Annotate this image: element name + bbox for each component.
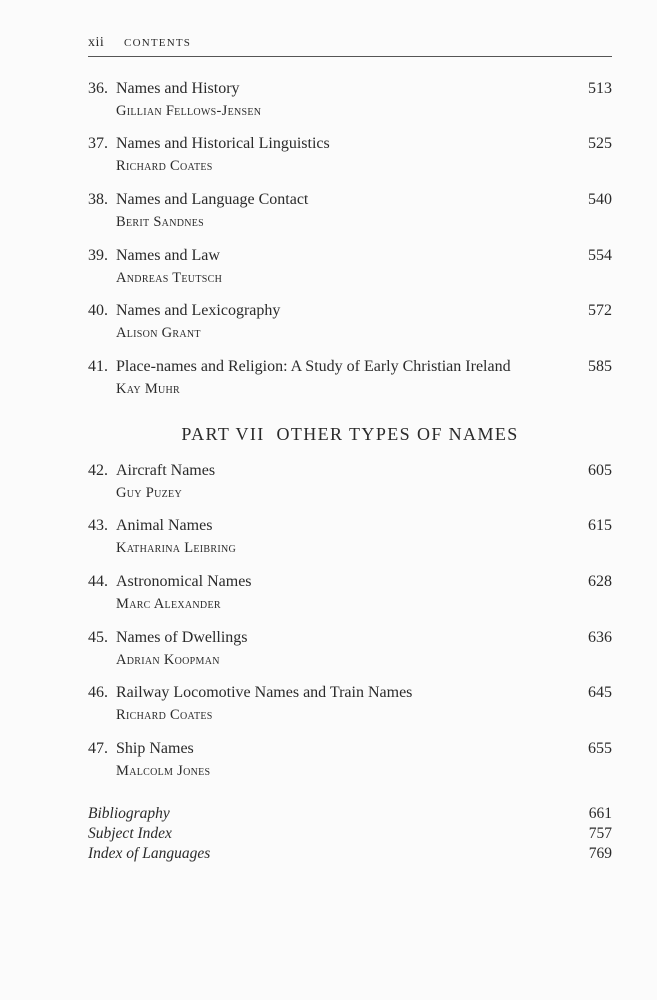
page-number: 645 (588, 684, 612, 701)
chapter-title: Animal Names (116, 517, 213, 534)
toc-entry-36[interactable] (88, 78, 612, 122)
toc-entry-38[interactable] (88, 189, 612, 233)
part-heading: PART VII OTHER TYPES OF NAMES (181, 424, 519, 444)
page-number: 513 (588, 80, 612, 97)
toc-entry-46[interactable] (88, 682, 612, 726)
page-number: 605 (588, 462, 612, 479)
toc-entry-45[interactable] (88, 627, 612, 671)
chapter-author: Adrian Koopman (116, 652, 220, 668)
chapter-title: Aircraft Names (116, 462, 216, 479)
chapter-number: 40. (88, 302, 108, 319)
chapter-author: Alison Grant (116, 325, 201, 341)
chapter-title: Ship Names (116, 740, 194, 757)
chapter-author: Malcolm Jones (116, 763, 211, 779)
back-matter-index-of-languages[interactable] (88, 844, 612, 864)
back-matter-title: Index of Languages (88, 845, 211, 862)
chapter-number: 47. (88, 740, 108, 757)
page-number: 615 (588, 517, 612, 534)
chapter-author: Guy Puzey (116, 485, 182, 501)
chapter-title: Names and History (116, 80, 240, 97)
chapter-number: 36. (88, 80, 108, 97)
chapter-title: Place-names and Religion: A Study of Early Christian Ireland (116, 358, 511, 375)
chapter-number: 43. (88, 517, 108, 534)
page-number: 585 (588, 358, 612, 375)
chapter-number: 37. (88, 135, 108, 152)
chapter-number: 41. (88, 358, 108, 375)
back-matter-subject-index[interactable] (88, 824, 612, 844)
chapter-number: 44. (88, 573, 108, 590)
page-number: 636 (588, 629, 612, 646)
chapter-author: Richard Coates (116, 707, 213, 723)
back-matter-bibliography[interactable] (88, 804, 612, 824)
toc-entry-41[interactable] (88, 356, 612, 400)
toc-entry-42[interactable] (88, 460, 612, 504)
chapter-title: Names and Language Contact (116, 191, 309, 208)
chapter-title: Names and Law (116, 247, 220, 264)
toc-entry-40[interactable] (88, 300, 612, 344)
toc-entry-47[interactable] (88, 738, 612, 782)
chapter-author: Richard Coates (116, 158, 213, 174)
page-number: 628 (588, 573, 612, 590)
chapter-title: Names and Historical Linguistics (116, 135, 330, 152)
toc-entry-43[interactable] (88, 515, 612, 559)
page-folio: xii (88, 35, 105, 50)
chapter-author: Berit Sandnes (116, 214, 205, 230)
page-number: 572 (588, 302, 612, 319)
chapter-number: 42. (88, 462, 108, 479)
chapter-title: Names and Lexicography (116, 302, 281, 319)
chapter-author: Gillian Fellows-Jensen (116, 103, 262, 119)
page-number: 540 (588, 191, 612, 208)
toc-entry-37[interactable] (88, 133, 612, 177)
chapter-number: 45. (88, 629, 108, 646)
chapter-title: Astronomical Names (116, 573, 252, 590)
page-number: 525 (588, 135, 612, 152)
page-number: 661 (588, 805, 612, 822)
running-head-title: CONTENTS (124, 37, 192, 49)
page-number: 554 (588, 247, 612, 264)
back-matter-title: Bibliography (88, 805, 170, 822)
chapter-author: Kay Muhr (116, 381, 181, 397)
chapter-title: Names of Dwellings (116, 629, 248, 646)
page-number: 655 (588, 740, 612, 757)
chapter-number: 46. (88, 684, 108, 701)
chapter-title: Railway Locomotive Names and Train Names (116, 684, 413, 701)
back-matter-title: Subject Index (88, 825, 172, 842)
page-number: 757 (588, 825, 612, 842)
running-head (88, 34, 612, 54)
page-number: 769 (588, 845, 612, 862)
chapter-number: 39. (88, 247, 108, 264)
back-matter-list (88, 804, 612, 864)
toc-entry-44[interactable] (88, 571, 612, 615)
chapter-author: Katharina Leibring (116, 540, 237, 556)
chapter-author: Andreas Teutsch (116, 270, 223, 286)
chapter-author: Marc Alexander (116, 596, 221, 612)
header-rule (88, 56, 612, 57)
chapter-number: 38. (88, 191, 108, 208)
toc-entry-39[interactable] (88, 245, 612, 289)
